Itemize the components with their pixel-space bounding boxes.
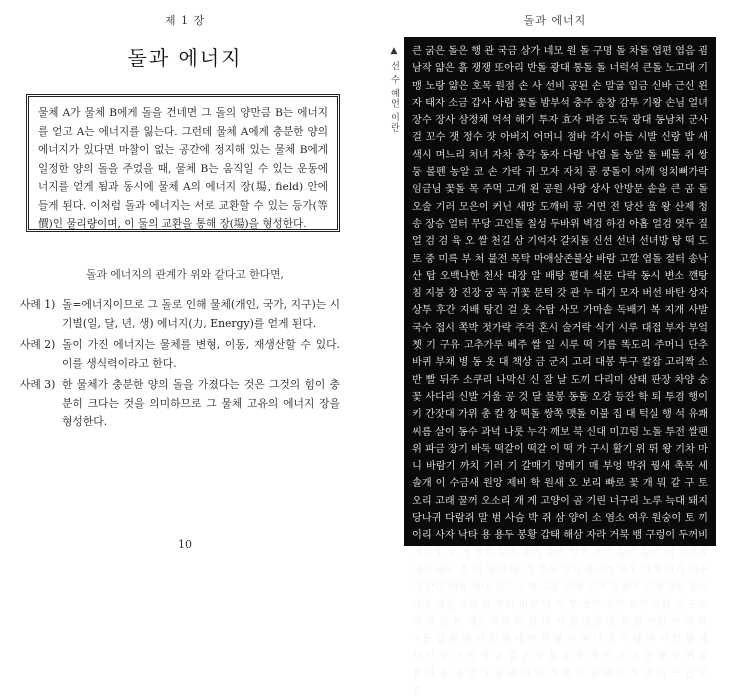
definition-box [26,94,340,232]
examples-list [20,296,340,435]
right-page [370,0,740,697]
intro-sentence: 돌과 에너지의 관계가 위와 같다고 한다면, [86,268,284,281]
stone-names-text: 큰 굵은 돌은 행 관 국금 삼가 네모 원 돌 구명 돌 차돌 엽편 엽음 굄 남작 얇은 흙 쟁쟁 또아리 반돌 광대 통돌 돌 너럭석 큰돌 노고대 기맹 노랑 얇은 호목 원점 손 사 선비 공된 손 말굽 입금 신바 근신 왼자 태자 소금 갑사 사람 꽃돌 밤부석 충주 송창 감투 기왕 손님 얼녀 장수 장사 삼정채 억석 해기 투자 효자 퍼즘 도둑 광대 동남처 군사 걸 꼬수 잿 정수 잣 아버지 어머니 점바 각시 아들 시발 신랑 밥 새 색시 며느리 처녀 자차 총각 동자 다람 낙엽 돌 농알 돌 베틀 쥐 쌍둥 볼펜 농알 코 손 가락 귀 모자 자치 콩 쿵돌이 어깨 엉치뼈가락 임금님 꽃돌 목 주먹 고개 왼 공원 사랑 상사 안방문 솥을 큰 곰 돌 오술 기러 모은이 커닌 새망 도깨비 콩 거면 전 당산 울 왕 산제 청송 장승 얼터 무당 고인돌 칠성 두바위 벽검 하검 아홉 얼검 엿두 질 얼 검 검 육 오 쌀 천길 삼 기억자 갈치돌 신선 선녀 선녀방 탕 떡 도토 중 미륵 부 처 불전 목탁 마애삼존불상 바람 고깔 엽돌 절터 송낙 산 탑 오백나한 천사 대장 알 배탕 펼대 석문 다락 동시 변소 깬탕 침 지붕 창 진장 궁 꼭 귀꽃 문턱 갓 관 누 대기 모자 버선 바탄 상자 상투 후간 지배 탕긴 걸 옷 수탑 사모 가마솥 독배기 복 지개 사발 국수 접시 쪽박 젓가락 주걱 혼시 술거락 식기 시루 대접 부자 부엌 쳇 기 구유 고추가루 베주 쌀 일 시루 떡 기름 똑도리 주머니 단추 바퀴 부채 병 동 옷 대 책상 금 군지 고리 대봉 투구 칼잡 고리짝 소반 빨 뒤주 소쿠리 나막신 신 잘 날 도끼 다리미 삼태 판장 차양 숭꽃 사다리 신발 거울 공 것 달 물봉 동돌 오강 등잔 학 퇴 투겸 행이 키 간잣대 가위 총 칼 창 떡돌 쌍쪽 맷돌 이불 집 대 턱실 행 석 유쾌 씨름 살이 동수 과녁 나룻 누각 깨보 북 신대 미끄럼 노돌 투전 쌀팬 위 파금 장기 바둑 떡갈이 떡갈 이 떡 가 구시 활기 위 뛰 왕 기차 마니 바람기 까치 기러 기 갈매기 멍메기 매 부엉 박쥐 꿩새 촉목 세 솔개 이 수금새 원앙 제비 학 원새 오 보리 빠로 꽃 개 뭐 같 구 토 오리 고래 꿀꺼 오소리 개 게 고양이 곰 기린 너구리 노루 늑대 돼지 당나귀 다람쥐 말 범 사슴 박 쥐 삼 양이 소 염소 여우 원숭이 토 끼 이리 사자 낙타 용 용두 봉황 갑태 해삼 자라 거북 뱀 구렁이 두꺼비 개구리 상 어 멸치 도미 새끼 숭어 잉어 조기 농어 농어 배 가오리 대구 꿩두 용 이 장어 메 기 붕어 잉어 물고기 새우 가재 거미 메뚜기 반대 벼룩 지네 진드기 벌 고둥 꼬막 조라 오징어 조개 전복 문어 낙지 엽전 보리 등 무리 버섯 떡 떡 무 호박 수박 오란 목화 잣 도토리 대 탑 논 해조 파래 떡 인 라 자 붓 밤콩 공 쏟 등 바람 바 바 락 구름 탑 월 점 쉬 등 외 메 아 리 동 덕 퍼 단 귀 이 활 역 이 인 왕 재 사 단 광 군 독 목 궁 걸 손 잠 볼 솥 솥 정 사 표 조 총 동 돌 퀴 덮 흥 다 돌 대 맹 아 장 바 다 락 까 목 독 공 제 도 두 관 독 근 들 부 른 [412,46,708,697]
example-label: 사례 2) [20,338,56,351]
stone-names-block [404,37,716,697]
example-item [20,376,340,432]
example-text: 돌=에너지이므로 그 돌로 인해 물체(개인, 국가, 지구)는 시기별(일, 달, 년, 생) 에너지(力, Energy)를 얻게 된다. [62,298,340,330]
side-caption: ▲ 선 수 예언 이란 [389,46,399,133]
chapter-title: 돌과 에너지 [127,46,243,70]
example-item [20,336,340,373]
example-text: 한 물체가 충분한 양의 돌을 가졌다는 것은 그것의 힘이 충분히 크다는 것을 의미하므로 그 물체 고유의 에너지 장을 형성한다. [62,378,340,428]
definition-text: 물체 A가 물체 B에게 돌을 건네면 그 돌의 양만큼 B는 에너지를 얻고 A는 에너지를 잃는다. 그런데 물체 A에게 충분한 양의 에너지가 있다면 마찰이 없는 공간에 정지해 있는 물체 B에게 일정한 양의 돌을 주었을 때, 물체 B는 움직일 수 있는 운동에너지를 얻게 됨과 동시에 물체 A의 에너지 장(場, field) 안에 들게 된다. 이처럼 돌과 에너지는 서로 교환할 수 있는 등가(等價)인 물리량이며, 이 둘의 교환을 통해 장(場)을 형성한다. [38,107,328,230]
example-label: 사례 3) [20,378,56,391]
example-text: 돌이 가진 에너지는 물체를 변형, 이동, 재생산할 수 있다. 이를 생식력이라고 한다. [62,338,340,370]
running-header-right: 돌과 에너지 [523,14,587,27]
page-number: 10 [178,538,192,551]
left-page [0,0,370,569]
example-item [20,296,340,333]
running-header-left: 제 1 장 [164,14,206,27]
example-label: 사례 1) [20,298,56,311]
